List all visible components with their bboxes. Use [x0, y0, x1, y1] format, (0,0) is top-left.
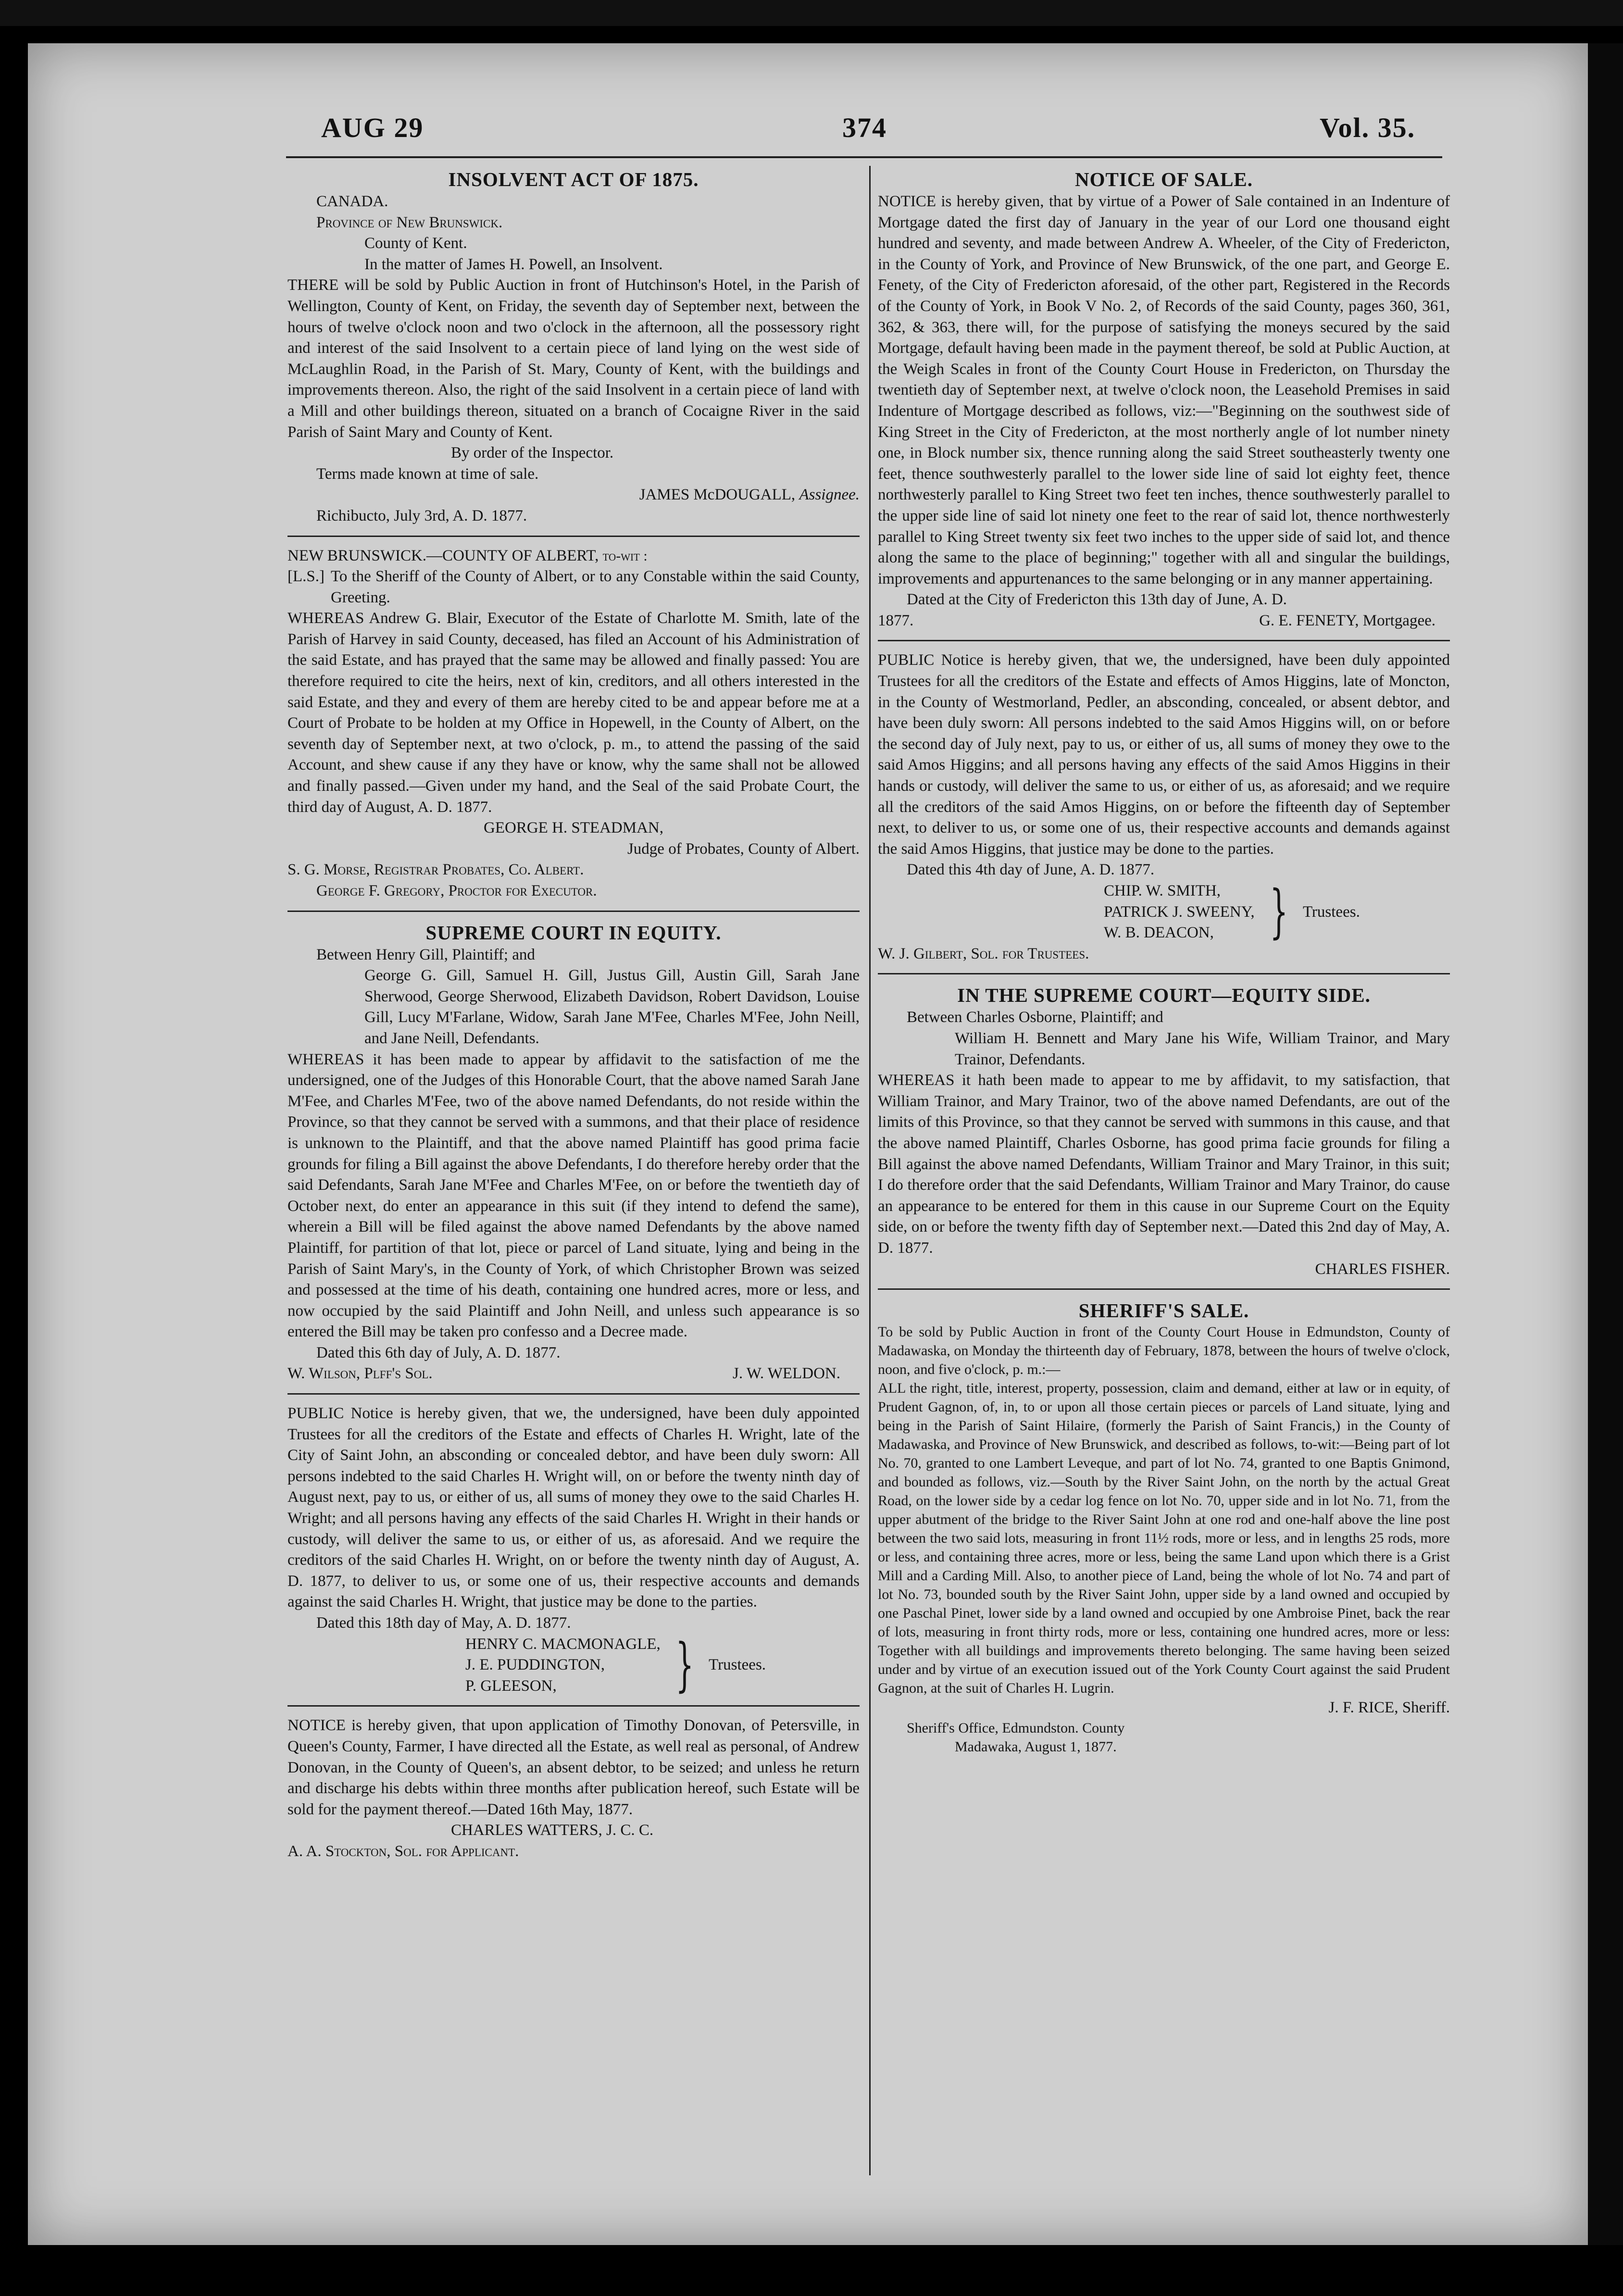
- equity-osborne-notice: [878, 983, 1450, 1280]
- wright-body: PUBLIC Notice is hereby given, that we, the undersigned, have been duly appointed Trustees for all the creditors of the Estate and effects of Charles H. Wright, late of the City of Saint John, an absconding or concealed debtor, and have been duly sworn: All persons indebted to the said Charles H. Wright will, on or before the twenty ninth day of August next, pay to us, or either of us, all sums of money they owe to the said Charles H. Wright; and all persons having any effects of the said Charles H. Wright in their hands or custody, will deliver the same to us, or either of us, as aforesaid. And we require the creditors of the said Charles H. Wright, on or before the twenty ninth day of August, A. D. 1877, to deliver to us, or some one of us, their respective accounts and demands against the said Charles H. Wright, that justice may be done to the parties.: [287, 1405, 860, 1611]
- donovan-signature: CHARLES WATTERS, J. C. C.: [451, 1822, 654, 1839]
- divider: [878, 640, 1450, 641]
- insolvent-notice: [287, 167, 860, 527]
- insolvent-signature: JAMES McDOUGALL,: [639, 486, 796, 504]
- higgins-trustees-label: Trustees.: [1302, 903, 1360, 921]
- equity1-solicitor: W. Wilson, Plff's Sol.: [287, 1365, 433, 1383]
- equity2-parties: William H. Bennett and Mary Jane his Wife, William Trainor, and Mary Trainor, Defendants.: [955, 1029, 1450, 1068]
- left-column: [287, 167, 860, 1862]
- higgins-trustee-3: W. B. DEACON,: [1104, 924, 1214, 942]
- equity1-parties: George G. Gill, Samuel H. Gill, Justus Gill, Austin Gill, Sarah Jane Sherwood, George Sherwood, Elizabeth Davidson, Robert Davidson, Louise Gill, Lucy M'Farlane, Widow, Sarah Jane M'Fee, Charles M'Fee, John Neill, and Jane Neill, Defendants.: [364, 967, 860, 1047]
- equity1-body: WHEREAS it has been made to appear by affidavit to the satisfaction of me the undersigned, one of the Judges of this Honorable Court, that the above named Sarah Jane M'Fee, and Charles M'Fee, two of the above named Defendants, do not reside within the Province, so that they cannot be served with a summons, and that their place of residence is unknown to the Plaintiff, and that the above named Plaintiff has good prima facie grounds for filing a Bill against the above Defendants, I do therefore hereby order that the said Defendants, Sarah Jane M'Fee and Charles M'Fee, on or before the twentieth day of October next, do enter an appearance in this suit (if they intend to defend the same), wherein a Bill will be filed against the above named Defendants by the above named Plaintiff, for partition of that lot, piece or parcel of Land situate, lying and being in the Parish of Saint Mary's, in the County of York, of which Christopher Brown was seized and possessed at the time of his death, containing one hundred acres, more or less, and now occupied by the said Plaintiff and John Neill, and unless such appearance is so entered the Bill may be taken pro confesso and a Decree made.: [287, 1050, 860, 1341]
- sheriff-sale-notice: [878, 1298, 1450, 1756]
- wright-trustee-3: P. GLEESON,: [465, 1677, 557, 1695]
- albert-signature: GEORGE H. STEADMAN,: [484, 819, 663, 837]
- higgins-trustees-notice: [878, 650, 1450, 964]
- divider: [878, 973, 1450, 974]
- equity1-dated: Dated this 6th day of July, A. D. 1877.: [316, 1344, 561, 1361]
- wright-trustee-2: J. E. PUDDINGTON,: [465, 1656, 605, 1674]
- insolvent-terms: Terms made known at time of sale.: [316, 465, 539, 483]
- albert-body: WHEREAS Andrew G. Blair, Executor of the Estate of Charlotte M. Smith, late of the Parish of Harvey in said County, deceased, has filed an Account of his Administration of the said Estate, and has prayed that the same may be allowed and finally passed: You are therefore required to cite the heirs, next of kin, creditors, and all others interested in the said Estate, and they and every of them are hereby cited to be and appear before me at a Court of Probate to be holden at my Office in Hopewell, in the County of Albert, on the seventh day of September next, at two o'clock, p. m., to attend the passing of the said Account, and shew cause if any they have or know, why the same shall not be allowed and finally passed.—Given under my hand, and the Seal of the said Probate Court, the third day of August, A. D. 1877.: [287, 610, 860, 816]
- insolvent-order: By order of the Inspector.: [451, 444, 614, 462]
- wright-trustees-notice: [287, 1403, 860, 1697]
- donovan-body: NOTICE is hereby given, that upon application of Timothy Donovan, of Petersville, in Queen's County, Farmer, I have directed all the Estate, as well real as personal, of Andrew Donovan, in the County of Queen's, an absent debtor, to be seized; and unless he return and discharge his debts within three months after publication hereof, such Estate will be sold for the payment thereof.—Dated 16th May, 1877.: [287, 1717, 860, 1818]
- sale-signature: G. E. FENETY, Mortgagee.: [1259, 611, 1436, 629]
- brace-glyph: }: [675, 1631, 694, 1698]
- equity2-title: IN THE SUPREME COURT—EQUITY SIDE.: [957, 984, 1371, 1007]
- sheriff-body: ALL the right, title, interest, property, possession, claim and demand, either at law or in equity, of Prudent Gagnon, of, in, to or upon all those certain pieces or parcels of Land situate, lying and being in the Parish of Saint Hilaire, (formerly the Parish of Saint Francis,) in the County of Madawaska, and Province of New Brunswick, and described as follows, to-wit:—Being part of lot No. 70, granted to one Lambert Leveque, and part of lot No. 74, granted to one Baptis Gnimond, and bounded as follows, viz.—South by the River Saint John, on the north by the actual Great Road, on the lower side by a cedar log fence on lot No. 70, upper side and in lot No. 71, from the upper abutment of the bridge to the River Saint John at one rod and one-half above the line post between the two said lots, measuring in front 11½ rods, more or less, and in lengths 25 rods, more or less, and containing three acres, more or less, being the same Land upon which there is a Grist Mill and a Carding Mill. Also, to another piece of Land, being the whole of lot No. 74 and part of lot No. 73, bounded south by the River Saint John, upper side by a land owned and occupied by one Paschal Pinet, lower side by a land owned and occupied by one Ambroise Pinet, back the rear of lots, measuring in front thirty rods, more or less, containing one hundred acres, more or less: Together with all buildings and improvements thereto belonging. The same having been seized under and by virtue of an execution issued out of the York County Court against the said Prudent Gagnon, at the suit of Charles H. Lugrin.: [878, 1380, 1450, 1697]
- divider: [878, 1288, 1450, 1290]
- divider: [287, 1393, 860, 1395]
- albert-title: NEW BRUNSWICK.—COUNTY OF ALBERT,: [287, 547, 599, 564]
- divider: [287, 911, 860, 912]
- sheriff-signature: J. F. RICE, Sheriff.: [1328, 1699, 1450, 1717]
- wright-trustee-1: HENRY C. MACMONAGLE,: [465, 1635, 661, 1653]
- viewer-top-bar: [0, 0, 1623, 26]
- insolvent-county: County of Kent.: [364, 235, 467, 252]
- donovan-solicitor: A. A. Stockton, Sol. for Applicant.: [287, 1842, 519, 1860]
- scan-edge: [1588, 43, 1623, 2245]
- equity1-judge: J. W. WELDON.: [733, 1365, 840, 1383]
- divider: [287, 1705, 860, 1707]
- sale-title: NOTICE OF SALE.: [1074, 168, 1253, 190]
- insolvent-country: CANADA.: [316, 193, 388, 210]
- sheriff-office-line2: Madawaka, August 1, 1877.: [955, 1738, 1117, 1755]
- higgins-solicitor: W. J. Gilbert, Sol. for Trustees.: [878, 945, 1089, 962]
- albert-signature-role: Judge of Probates, County of Albert.: [627, 840, 860, 858]
- insolvent-matter: In the matter of James H. Powell, an Insolvent.: [364, 255, 663, 273]
- divider: [287, 536, 860, 537]
- insolvent-dateline: Richibucto, July 3rd, A. D. 1877.: [316, 507, 527, 524]
- brace-glyph: }: [1269, 878, 1288, 946]
- sheriff-office-line1: Sheriff's Office, Edmundston. County: [907, 1720, 1125, 1736]
- header-date: AUG 29: [321, 112, 424, 143]
- albert-address: To the Sheriff of the County of Albert, or to any Constable within the said County, Greeting.: [331, 568, 860, 606]
- equity-gill-notice: [287, 921, 860, 1385]
- equity2-body: WHEREAS it hath been made to appear to me by affidavit, to my satisfaction, that William Trainor, and Mary Trainor, two of the above named Defendants, are out of the limits of this Province, so that they cannot be served with summons in this cause, and that the above named Plaintiff, Charles Osborne, has good prima facie grounds for filing a Bill against the above named Defendants, William Trainor and Mary Trainor, in this suit; I do therefore order that the said Defendants, William Trainor and Mary Trainor, do cause an appearance to be entered for them in this cause in our Supreme Court on the Equity side, on or before the twenty fifth day of September next.—Dated this 2nd day of May, A. D. 1877.: [878, 1072, 1450, 1257]
- insolvent-title: INSOLVENT ACT OF 1875.: [448, 168, 699, 190]
- higgins-dated: Dated this 4th day of June, A. D. 1877.: [907, 861, 1155, 879]
- sheriff-lead: To be sold by Public Auction in front of the County Court House in Edmundston, County of Madawaska, on Monday the thirteenth day of February, 1878, between the hours of twelve o'clock, noon, and five o'clock, p. m.:—: [878, 1324, 1450, 1378]
- insolvent-body: THERE will be sold by Public Auction in front of Hutchinson's Hotel, in the Parish of Wellington, County of Kent, on Friday, the seventh day of September next, between the hours of twelve o'clock noon and two o'clock in the afternoon, all the possessory right and interest of the said Insolvent to a certain piece of land lying on the west side of McLaughlin Road, in the Parish of St. Mary, County of Kent, with the buildings and improvements thereon. Also, the right of the said Insolvent in a certain piece of land with a Mill and other buildings thereon, situated on a branch of Cocaigne River in the said Parish of Saint Mary and County of Kent.: [287, 276, 860, 441]
- wright-trustees-label: Trustees.: [709, 1656, 766, 1674]
- header-rule: [286, 156, 1442, 158]
- sheriff-title: SHERIFF'S SALE.: [1078, 1299, 1249, 1322]
- insolvent-province: Province of New Brunswick.: [316, 213, 503, 231]
- sale-dated: Dated at the City of Fredericton this 13th day of June, A. D.: [907, 591, 1287, 609]
- equity1-title: SUPREME COURT IN EQUITY.: [425, 921, 722, 944]
- higgins-trustee-2: PATRICK J. SWEENY,: [1104, 903, 1255, 921]
- wright-dated: Dated this 18th day of May, A. D. 1877.: [316, 1614, 571, 1632]
- insolvent-signature-role: Assignee.: [799, 486, 860, 504]
- right-column: [878, 167, 1450, 1756]
- albert-title-tail: to-wit :: [602, 548, 648, 564]
- albert-proctor: George F. Gregory, Proctor for Executor.: [316, 882, 597, 899]
- header-page-number: 374: [842, 112, 887, 143]
- header-volume: Vol. 35.: [1320, 112, 1416, 143]
- albert-registrar: S. G. Morse, Registrar Probates, Co. Albert.: [287, 861, 584, 879]
- notice-of-sale: [878, 167, 1450, 631]
- sale-body: NOTICE is hereby given, that by virtue of a Power of Sale contained in an Indenture of Mortgage dated the first day of January in the year of our Lord one thousand eight hundred and seventy, and made between Andrew A. Wheeler, of the City of Fredericton, in the County of York, and Province of New Brunswick, of the one part, and George E. Fenety, of the City of Fredericton aforesaid, of the other part, Registered in the Records of the County of York, in Book V No. 2, of Records of the said County, pages 360, 361, 362, & 363, there will, for the purpose of satisfying the moneys secured by the said Mortgage, default having been made in the payment thereof, be sold at Public Auction, at the Weigh Scales in front of the County Court House in Fredericton, on Thursday the twentieth day of September next, at twelve o'clock noon, the Leasehold Premises in said Indenture of Mortgage described as follows, viz:—"Beginning on the southwest side of King Street in the City of Fredericton, at the most northerly angle of lot number ninety one, in Block number six, thence running along the said Street southeasterly twenty one feet, thence southwesterly parallel to the lower side line of said lot eighty feet, thence northwesterly parallel to King Street two feet ten inches, thence southwesterly parallel to the upper side line of said lot ninety one feet to the rear of said lot, thence northwesterly parallel to King Street twenty six feet two inches to the upper side of said lot, and thence along the same to the place of beginning;" together with all and singular the buildings, improvements and appurtenances to the same belonging or in any manner appertaining.: [878, 193, 1450, 587]
- higgins-trustee-1: CHIP. W. SMITH,: [1104, 882, 1221, 899]
- donovan-notice: [287, 1715, 860, 1862]
- albert-probate-notice: [287, 546, 860, 902]
- equity2-signature: CHARLES FISHER.: [1315, 1260, 1450, 1278]
- albert-seal: [L.S.]: [287, 568, 325, 586]
- higgins-body: PUBLIC Notice is hereby given, that we, the undersigned, have been duly appointed Trustees for all the creditors of the Estate and effects of Amos Higgins, late of Moncton, in the County of Westmorland, Pedler, an absconding, concealed, or absent debtor, and have been duly sworn: All persons indebted to the said Amos Higgins will, on or before the second day of July next, pay to us, or either of us, all sums of money they owe to the said Amos Higgins; and all persons having any effects of the said Amos Higgins in their hands or custody, will deliver the same to us, or either of us, as aforesaid; and we require all the creditors of the said Amos Higgins, on or before the fifteenth day of September next, to deliver to us, or some one of us, their respective accounts and demands against the said Amos Higgins, that justice may be done to the parties.: [878, 651, 1450, 858]
- equity1-between: Between Henry Gill, Plaintiff; and: [316, 946, 535, 963]
- equity2-between: Between Charles Osborne, Plaintiff; and: [907, 1009, 1163, 1026]
- column-rule: [869, 166, 871, 2175]
- sale-year: 1877.: [878, 611, 914, 629]
